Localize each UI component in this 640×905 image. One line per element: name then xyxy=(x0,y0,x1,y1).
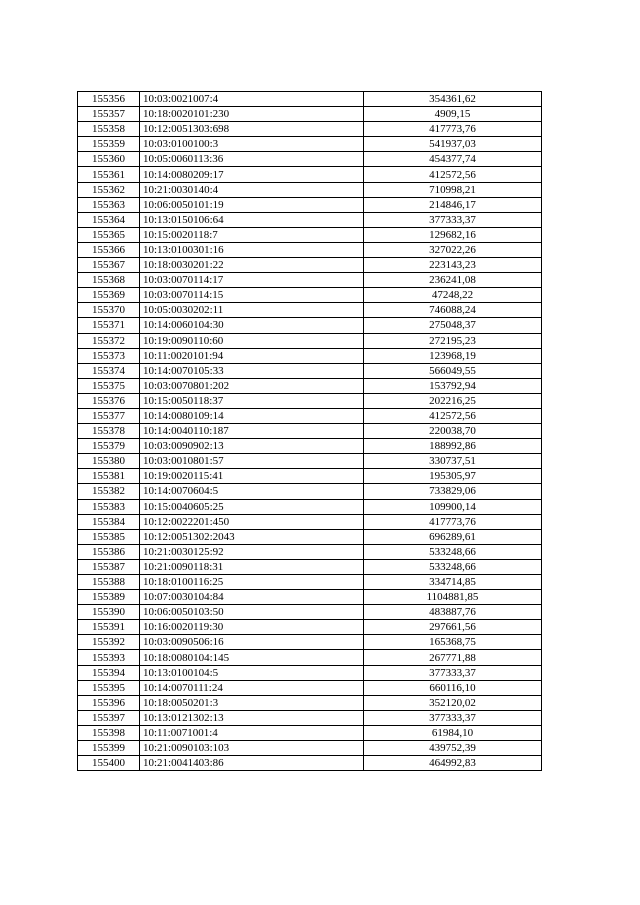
cadastral-number-cell: 10:14:0070105:33 xyxy=(140,363,364,378)
row-number-cell: 155364 xyxy=(78,212,140,227)
amount-cell: 417773,76 xyxy=(364,514,542,529)
cadastral-number-cell: 10:03:0010801:57 xyxy=(140,454,364,469)
row-number-cell: 155379 xyxy=(78,439,140,454)
row-number-cell: 155382 xyxy=(78,484,140,499)
table-row xyxy=(78,680,542,695)
amount-cell: 352120,02 xyxy=(364,695,542,710)
row-number-cell: 155388 xyxy=(78,575,140,590)
amount-cell: 129682,16 xyxy=(364,227,542,242)
table-row xyxy=(78,575,542,590)
amount-cell: 195305,97 xyxy=(364,469,542,484)
amount-cell: 275048,37 xyxy=(364,318,542,333)
row-number-cell: 155375 xyxy=(78,378,140,393)
table-row xyxy=(78,665,542,680)
table-row xyxy=(78,303,542,318)
row-number-cell: 155380 xyxy=(78,454,140,469)
cadastral-number-cell: 10:06:0050101:19 xyxy=(140,197,364,212)
amount-cell: 223143,23 xyxy=(364,258,542,273)
table-row xyxy=(78,590,542,605)
table-row xyxy=(78,725,542,740)
amount-cell: 566049,55 xyxy=(364,363,542,378)
amount-cell: 412572,56 xyxy=(364,408,542,423)
table-row xyxy=(78,544,542,559)
cadastral-number-cell: 10:13:0100104:5 xyxy=(140,665,364,680)
table-row xyxy=(78,348,542,363)
row-number-cell: 155381 xyxy=(78,469,140,484)
row-number-cell: 155386 xyxy=(78,544,140,559)
cadastral-number-cell: 10:03:0070114:17 xyxy=(140,273,364,288)
row-number-cell: 155384 xyxy=(78,514,140,529)
row-number-cell: 155356 xyxy=(78,92,140,107)
row-number-cell: 155362 xyxy=(78,182,140,197)
row-number-cell: 155359 xyxy=(78,137,140,152)
table-row xyxy=(78,484,542,499)
cadastral-number-cell: 10:03:0070801:202 xyxy=(140,378,364,393)
amount-cell: 236241,08 xyxy=(364,273,542,288)
row-number-cell: 155394 xyxy=(78,665,140,680)
amount-cell: 660116,10 xyxy=(364,680,542,695)
amount-cell: 354361,62 xyxy=(364,92,542,107)
cadastral-number-cell: 10:21:0030140:4 xyxy=(140,182,364,197)
amount-cell: 327022,26 xyxy=(364,242,542,257)
table-row xyxy=(78,559,542,574)
amount-cell: 334714,85 xyxy=(364,575,542,590)
table-row xyxy=(78,620,542,635)
table-row xyxy=(78,197,542,212)
cadastral-number-cell: 10:15:0020118:7 xyxy=(140,227,364,242)
cadastral-number-cell: 10:14:0080209:17 xyxy=(140,167,364,182)
table-row xyxy=(78,212,542,227)
amount-cell: 377333,37 xyxy=(364,665,542,680)
table-row xyxy=(78,182,542,197)
row-number-cell: 155367 xyxy=(78,258,140,273)
amount-cell: 733829,06 xyxy=(364,484,542,499)
row-number-cell: 155377 xyxy=(78,408,140,423)
amount-cell: 297661,56 xyxy=(364,620,542,635)
table-row xyxy=(78,393,542,408)
table-row xyxy=(78,635,542,650)
cadastral-number-cell: 10:13:0121302:13 xyxy=(140,710,364,725)
cadastral-number-cell: 10:07:0030104:84 xyxy=(140,590,364,605)
amount-cell: 454377,74 xyxy=(364,152,542,167)
table-row xyxy=(78,318,542,333)
table-row xyxy=(78,227,542,242)
table-row xyxy=(78,152,542,167)
row-number-cell: 155395 xyxy=(78,680,140,695)
amount-cell: 109900,14 xyxy=(364,499,542,514)
cadastral-number-cell: 10:14:0060104:30 xyxy=(140,318,364,333)
table-row xyxy=(78,695,542,710)
table-row xyxy=(78,650,542,665)
cadastral-number-cell: 10:14:0080109:14 xyxy=(140,408,364,423)
table-row xyxy=(78,408,542,423)
table-row xyxy=(78,137,542,152)
row-number-cell: 155376 xyxy=(78,393,140,408)
cadastral-number-cell: 10:19:0090110:60 xyxy=(140,333,364,348)
amount-cell: 417773,76 xyxy=(364,122,542,137)
table-row xyxy=(78,122,542,137)
row-number-cell: 155361 xyxy=(78,167,140,182)
cadastral-number-cell: 10:21:0090103:103 xyxy=(140,741,364,756)
amount-cell: 272195,23 xyxy=(364,333,542,348)
row-number-cell: 155363 xyxy=(78,197,140,212)
row-number-cell: 155372 xyxy=(78,333,140,348)
table-row xyxy=(78,741,542,756)
cadastral-number-cell: 10:05:0030202:11 xyxy=(140,303,364,318)
row-number-cell: 155397 xyxy=(78,710,140,725)
table-row xyxy=(78,363,542,378)
table-row xyxy=(78,454,542,469)
cadastral-number-cell: 10:11:0071001:4 xyxy=(140,725,364,740)
table-row xyxy=(78,529,542,544)
amount-cell: 377333,37 xyxy=(364,710,542,725)
cadastral-number-cell: 10:18:0030201:22 xyxy=(140,258,364,273)
row-number-cell: 155399 xyxy=(78,741,140,756)
amount-cell: 267771,88 xyxy=(364,650,542,665)
row-number-cell: 155400 xyxy=(78,756,140,771)
table-row xyxy=(78,167,542,182)
row-number-cell: 155393 xyxy=(78,650,140,665)
table-row xyxy=(78,333,542,348)
amount-cell: 439752,39 xyxy=(364,741,542,756)
amount-cell: 746088,24 xyxy=(364,303,542,318)
amount-cell: 4909,15 xyxy=(364,107,542,122)
table-row xyxy=(78,107,542,122)
row-number-cell: 155385 xyxy=(78,529,140,544)
cadastral-number-cell: 10:13:0100301:16 xyxy=(140,242,364,257)
row-number-cell: 155392 xyxy=(78,635,140,650)
row-number-cell: 155374 xyxy=(78,363,140,378)
amount-cell: 214846,17 xyxy=(364,197,542,212)
amount-cell: 153792,94 xyxy=(364,378,542,393)
table-row xyxy=(78,469,542,484)
amount-cell: 533248,66 xyxy=(364,544,542,559)
cadastral-number-cell: 10:18:0080104:145 xyxy=(140,650,364,665)
amount-cell: 696289,61 xyxy=(364,529,542,544)
cadastral-number-cell: 10:12:0051302:2043 xyxy=(140,529,364,544)
row-number-cell: 155390 xyxy=(78,605,140,620)
table-row xyxy=(78,439,542,454)
row-number-cell: 155360 xyxy=(78,152,140,167)
amount-cell: 1104881,85 xyxy=(364,590,542,605)
amount-cell: 464992,83 xyxy=(364,756,542,771)
amount-cell: 710998,21 xyxy=(364,182,542,197)
cadastral-number-cell: 10:21:0090118:31 xyxy=(140,559,364,574)
row-number-cell: 155398 xyxy=(78,725,140,740)
table-row xyxy=(78,288,542,303)
cadastral-number-cell: 10:15:0040605:25 xyxy=(140,499,364,514)
amount-cell: 47248,22 xyxy=(364,288,542,303)
row-number-cell: 155370 xyxy=(78,303,140,318)
cadastral-number-cell: 10:03:0070114:15 xyxy=(140,288,364,303)
cadastral-number-cell: 10:18:0100116:25 xyxy=(140,575,364,590)
table-row xyxy=(78,92,542,107)
amount-cell: 483887,76 xyxy=(364,605,542,620)
row-number-cell: 155391 xyxy=(78,620,140,635)
cadastral-number-cell: 10:15:0050118:37 xyxy=(140,393,364,408)
table-row xyxy=(78,424,542,439)
cadastral-number-cell: 10:19:0020115:41 xyxy=(140,469,364,484)
amount-cell: 533248,66 xyxy=(364,559,542,574)
cadastral-number-cell: 10:21:0030125:92 xyxy=(140,544,364,559)
row-number-cell: 155366 xyxy=(78,242,140,257)
table-row xyxy=(78,710,542,725)
row-number-cell: 155369 xyxy=(78,288,140,303)
cadastral-number-cell: 10:03:0090506:16 xyxy=(140,635,364,650)
cadastral-number-cell: 10:03:0100100:3 xyxy=(140,137,364,152)
cadastral-number-cell: 10:06:0050103:50 xyxy=(140,605,364,620)
amount-cell: 61984,10 xyxy=(364,725,542,740)
row-number-cell: 155373 xyxy=(78,348,140,363)
amount-cell: 165368,75 xyxy=(364,635,542,650)
amount-cell: 202216,25 xyxy=(364,393,542,408)
amount-cell: 188992,86 xyxy=(364,439,542,454)
table-row xyxy=(78,605,542,620)
cadastral-number-cell: 10:03:0021007:4 xyxy=(140,92,364,107)
table-row xyxy=(78,242,542,257)
row-number-cell: 155365 xyxy=(78,227,140,242)
cadastral-number-cell: 10:05:0060113:36 xyxy=(140,152,364,167)
cadastral-number-cell: 10:12:0051303:698 xyxy=(140,122,364,137)
table-row xyxy=(78,378,542,393)
row-number-cell: 155368 xyxy=(78,273,140,288)
table-row xyxy=(78,273,542,288)
cadastral-number-cell: 10:03:0090902:13 xyxy=(140,439,364,454)
row-number-cell: 155396 xyxy=(78,695,140,710)
amount-cell: 330737,51 xyxy=(364,454,542,469)
amount-cell: 377333,37 xyxy=(364,212,542,227)
table-row xyxy=(78,258,542,273)
row-number-cell: 155383 xyxy=(78,499,140,514)
cadastral-number-cell: 10:14:0070111:24 xyxy=(140,680,364,695)
amount-cell: 220038,70 xyxy=(364,424,542,439)
row-number-cell: 155371 xyxy=(78,318,140,333)
amount-cell: 541937,03 xyxy=(364,137,542,152)
cadastral-number-cell: 10:11:0020101:94 xyxy=(140,348,364,363)
row-number-cell: 155389 xyxy=(78,590,140,605)
amount-cell: 123968,19 xyxy=(364,348,542,363)
cadastral-number-cell: 10:21:0041403:86 xyxy=(140,756,364,771)
amount-cell: 412572,56 xyxy=(364,167,542,182)
cadastral-number-cell: 10:14:0040110:187 xyxy=(140,424,364,439)
row-number-cell: 155387 xyxy=(78,559,140,574)
table-row xyxy=(78,756,542,771)
row-number-cell: 155358 xyxy=(78,122,140,137)
table-body xyxy=(78,92,542,771)
data-table xyxy=(77,91,542,771)
cadastral-number-cell: 10:12:0022201:450 xyxy=(140,514,364,529)
table-row xyxy=(78,499,542,514)
cadastral-number-cell: 10:18:0050201:3 xyxy=(140,695,364,710)
row-number-cell: 155378 xyxy=(78,424,140,439)
cadastral-number-cell: 10:18:0020101:230 xyxy=(140,107,364,122)
table-row xyxy=(78,514,542,529)
cadastral-number-cell: 10:14:0070604:5 xyxy=(140,484,364,499)
row-number-cell: 155357 xyxy=(78,107,140,122)
cadastral-number-cell: 10:13:0150106:64 xyxy=(140,212,364,227)
cadastral-number-cell: 10:16:0020119:30 xyxy=(140,620,364,635)
